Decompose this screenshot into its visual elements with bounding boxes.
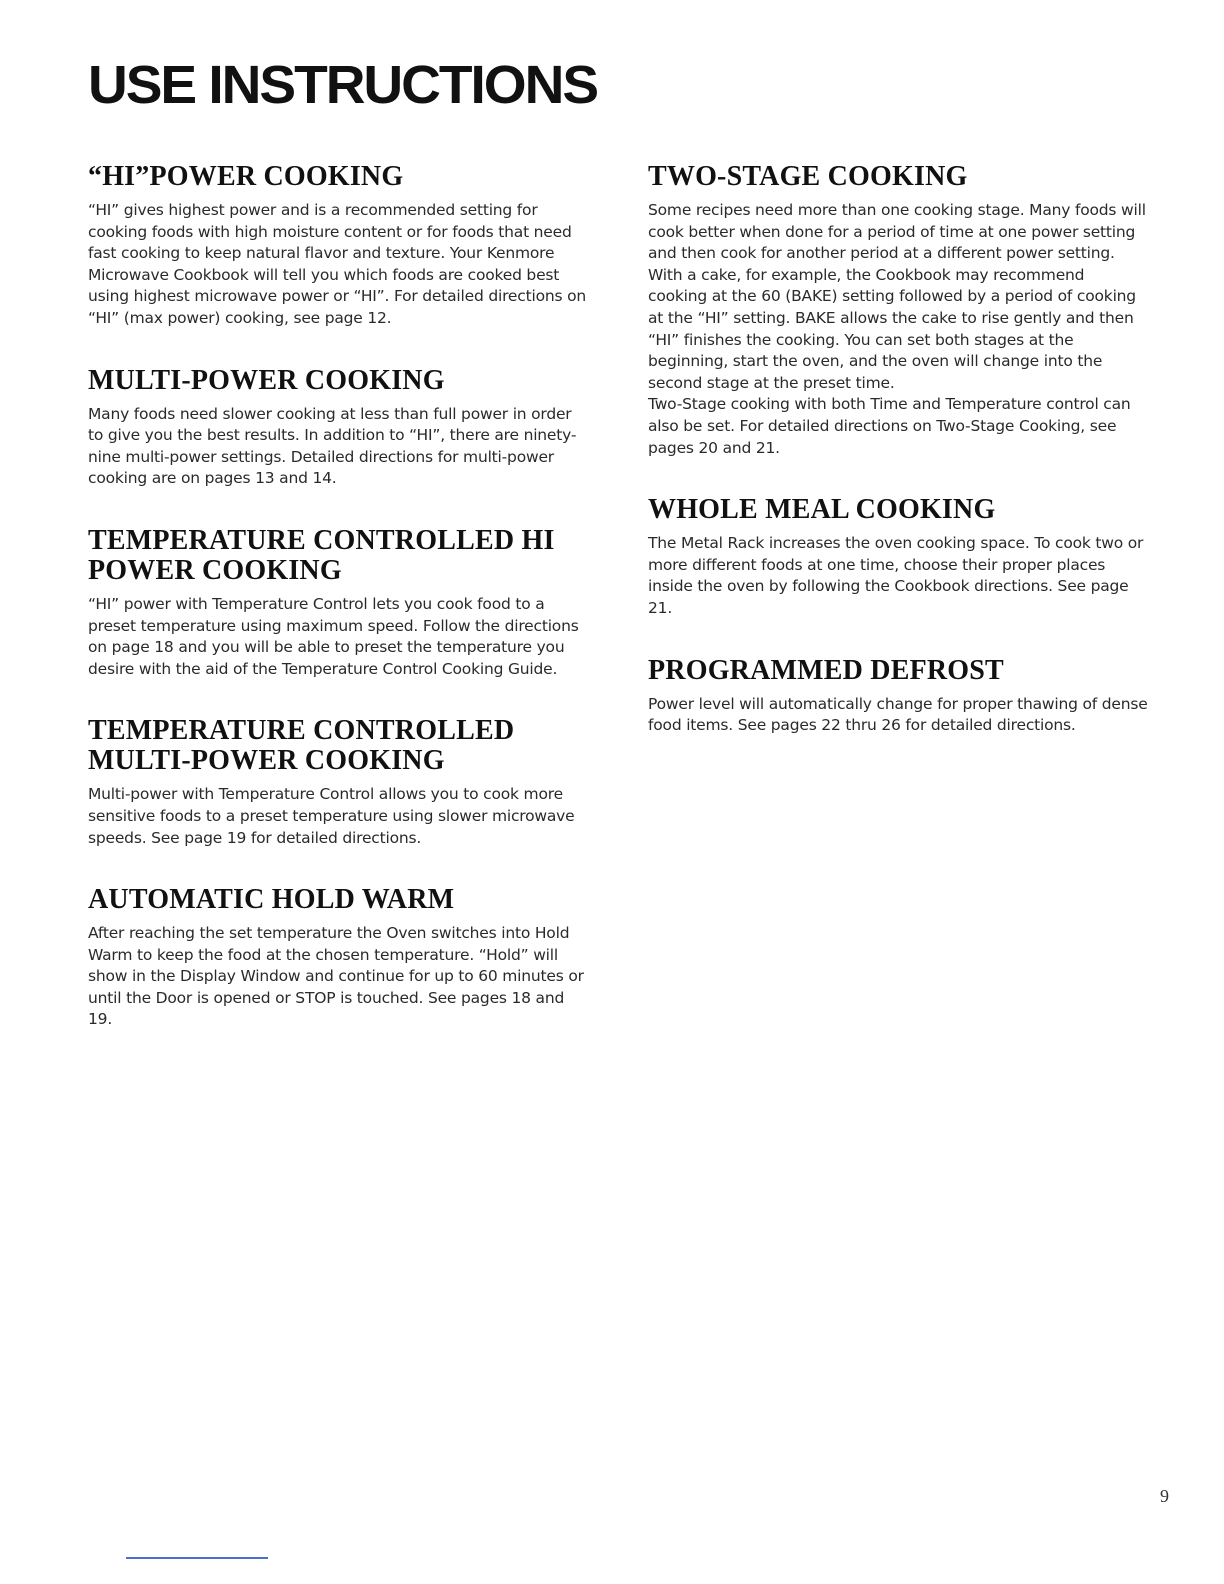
- section-heading: MULTI-POWER COOKING: [88, 364, 445, 396]
- section-heading: WHOLE MEAL COOKING: [648, 494, 996, 526]
- section-temp-multi-power: [88, 716, 588, 849]
- section-body: “HI” gives highest power and is a recommended setting for cooking foods with high moisture content or for foods that need fast cooking to keep natural flavor and texture. Your Kenmore Microwave Cookbook will tell you which foods are cooked best using highest microwave power or “HI”. For detailed directions on “HI” (max power) cooking, see page 12.: [88, 201, 586, 327]
- section-heading: TEMPERATURE CONTROLLED HI POWER COOKING: [88, 524, 555, 586]
- section-body-continued: Two-Stage cooking with both Time and Temperature control can also be set. For detailed directions on Two-Stage Cooking, see pages 20 and 21.: [648, 395, 1131, 457]
- section-multi-power: [88, 366, 588, 490]
- section-hold-warm: [88, 885, 588, 1031]
- section-heading: “HI”POWER COOKING: [88, 161, 404, 192]
- section-heading: AUTOMATIC HOLD WARM: [88, 884, 455, 916]
- section-hi-power: [88, 162, 588, 330]
- section-body: Some recipes need more than one cooking stage. Many foods will cook better when done for a period of time at one power setting and then cook for another period at a different power setting. With a cake, for example, the Cookbook may recommend cooking at the 60 (BAKE) setting followed by a period of cooking at the “HI” setting. BAKE allows the cake to rise gently and then “HI” finishes the cooking. You can set both stages at the beginning, start the oven, and the oven will change into the second stage at the preset time.: [648, 201, 1146, 392]
- section-two-stage: [648, 162, 1148, 459]
- section-body: Multi-power with Temperature Control allows you to cook more sensitive foods to a preset temperature using slower microwave speeds. See page 19 for detailed directions.: [88, 785, 575, 847]
- section-temp-hi-power: [88, 526, 588, 680]
- left-column: [88, 162, 588, 1067]
- section-body: After reaching the set temperature the Oven switches into Hold Warm to keep the food at the chosen temperature. “Hold” will show in the Display Window and continue for up to 60 minutes or until the Door is opened or STOP is touched. See pages 18 and 19.: [88, 924, 584, 1029]
- right-column: [648, 162, 1148, 773]
- section-heading: TWO-STAGE COOKING: [648, 161, 968, 192]
- page-number: 9: [1160, 1486, 1169, 1506]
- page-title: USE INSTRUCTIONS: [88, 55, 598, 115]
- section-heading: PROGRAMMED DEFROST: [648, 654, 1004, 686]
- section-body: Many foods need slower cooking at less than full power in order to give you the best results. In addition to “HI”, there are ninety-nine multi-power settings. Detailed directions for multi-power cooking are on pages 13 and 14.: [88, 404, 577, 488]
- section-whole-meal: [648, 495, 1148, 619]
- footer-rule: [126, 1557, 268, 1559]
- section-body: The Metal Rack increases the oven cooking space. To cook two or more different foods at one time, choose their proper places inside the oven by following the Cookbook directions. See page 21.: [648, 534, 1144, 617]
- section-body: “HI” power with Temperature Control lets you cook food to a preset temperature using maximum speed. Follow the directions on page 18 and you will be able to preset the temperature you desire with the aid of the Temperature Control Cooking Guide.: [88, 594, 579, 678]
- section-heading: TEMPERATURE CONTROLLED MULTI-POWER COOKING: [88, 715, 515, 777]
- section-body: Power level will automatically change for proper thawing of dense food items. See pages 22 thru 26 for detailed directions.: [648, 694, 1148, 735]
- section-programmed-defrost: [648, 656, 1148, 737]
